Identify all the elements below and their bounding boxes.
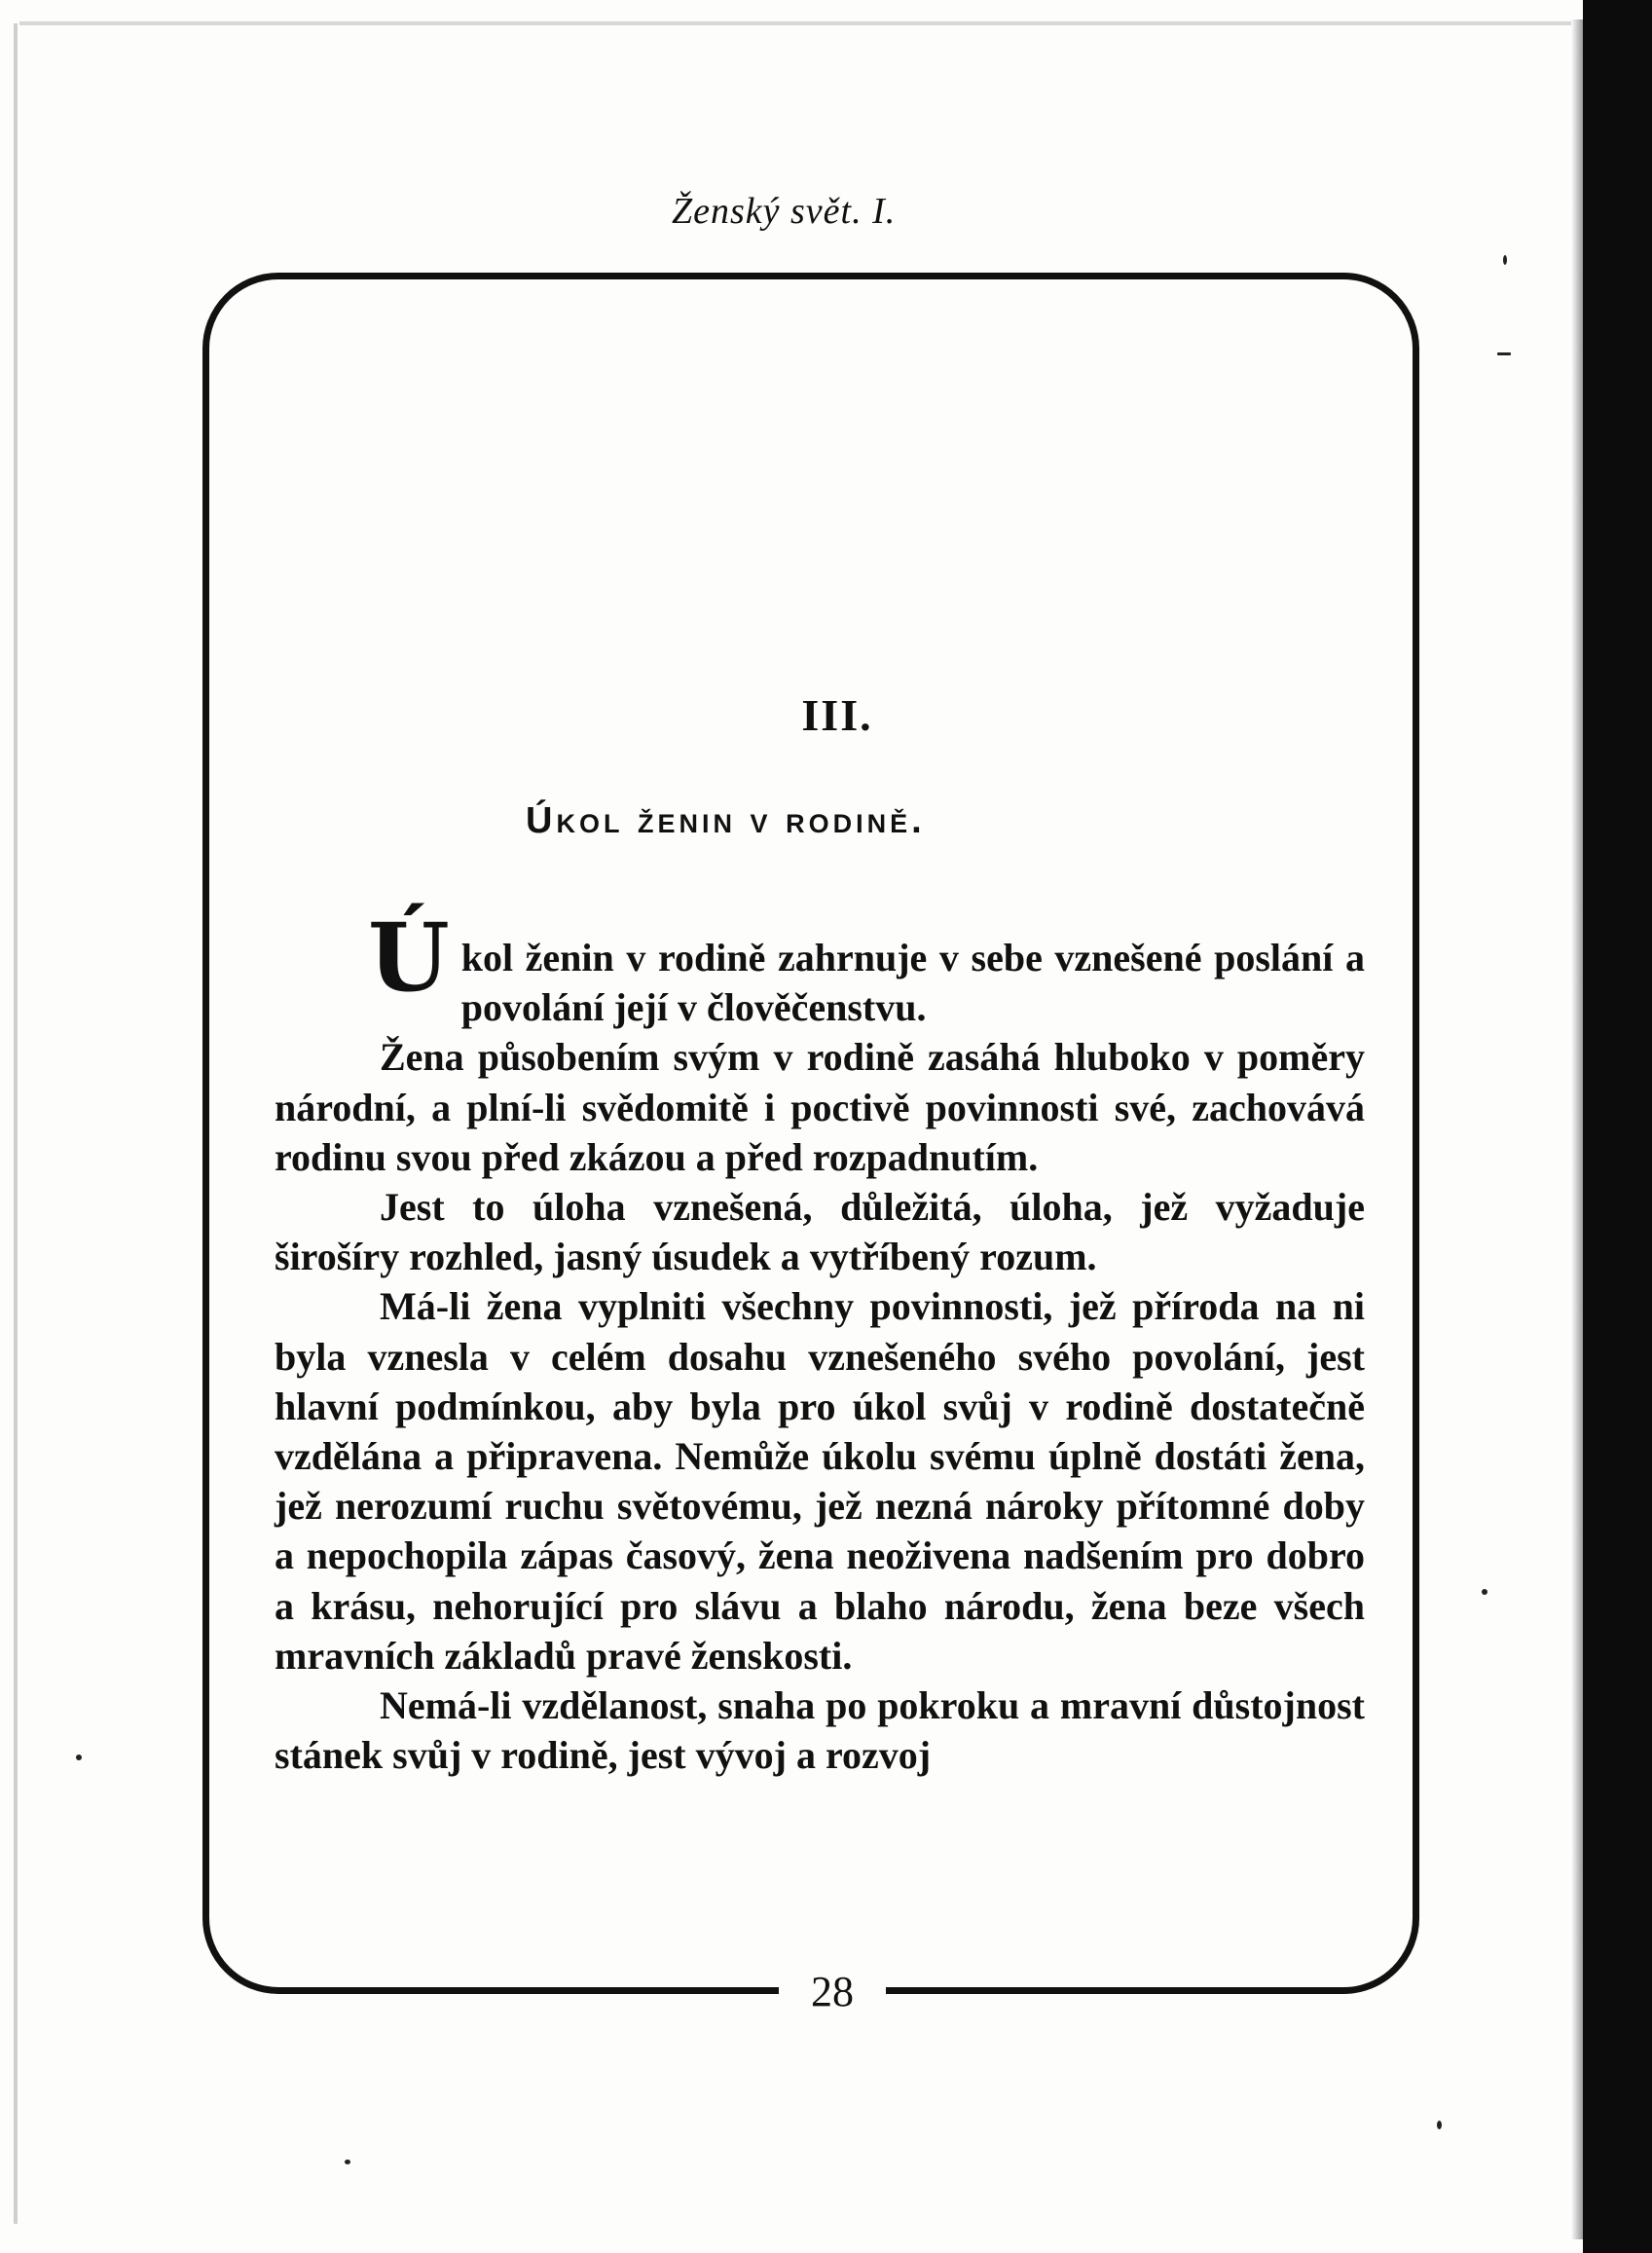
print-speck — [1437, 2121, 1442, 2129]
paragraph-text: Má-li žena vyplniti všechny povinnosti, jež příroda na ni byla vznesla v celém dosahu vznešeného svého povolání, jest hlavní podmínkou, aby byla pro úkol svůj v rodině dostatečně vzdělána a připravena. Nemůže úkolu svému úplně dostáti žena, jež nerozumí ruchu světovému, jež nezná nároky přítomné doby a nepochopila zápas časový, žena neoživena nadšením pro dobro a krásu, nehorující pro slávu a blaho národu, žena beze všech mravních základů pravé ženskosti. — [275, 1284, 1365, 1678]
paragraph-2 — [275, 1032, 1365, 1182]
chapter-number: III. — [801, 690, 873, 740]
print-speck — [1497, 352, 1511, 355]
print-speck — [1482, 1589, 1487, 1595]
paragraph-text: Nemá-li vzdělanost, snaha po pokroku a mravní důstojnost stánek svůj v rodině, jest vývoj a rozvoj — [275, 1683, 1365, 1778]
print-speck — [1503, 255, 1507, 265]
page-gutter-shadow — [1571, 19, 1583, 2239]
page-number: 28 — [811, 1968, 854, 2015]
body-text — [275, 903, 1365, 1780]
print-speck — [345, 2160, 350, 2164]
running-head: Ženský svět. I. — [672, 191, 897, 232]
drop-cap: Ú — [368, 903, 450, 1013]
paragraph-4 — [275, 1281, 1365, 1681]
paragraph-text: Žena působením svým v rodině zasáhá hluboko v poměry národní, a plní-li svědomitě i poctivě povinnosti své, zachovává rodinu svou před zkázou a před rozpadnutím. — [275, 1035, 1365, 1179]
paragraph-1 — [275, 903, 1365, 1032]
chapter-title: Úkol ženin v rodině. — [526, 800, 926, 841]
paragraph-text: kol ženin v rodině zahrnuje v sebe vznešené poslání a povolání její v člověčenstvu. — [460, 936, 1365, 1030]
paragraph-text: Jest to úloha vznešená, důležitá, úloha, jež vyžaduje širošíry rozhled, jasný úsudek a vytříbený rozum. — [275, 1185, 1365, 1279]
print-speck — [76, 1754, 82, 1760]
page-top-edge — [19, 21, 1577, 25]
page-left-edge — [14, 23, 18, 2224]
paragraph-3 — [275, 1182, 1365, 1281]
book-spine — [1583, 0, 1652, 2253]
paragraph-5 — [275, 1681, 1365, 1780]
